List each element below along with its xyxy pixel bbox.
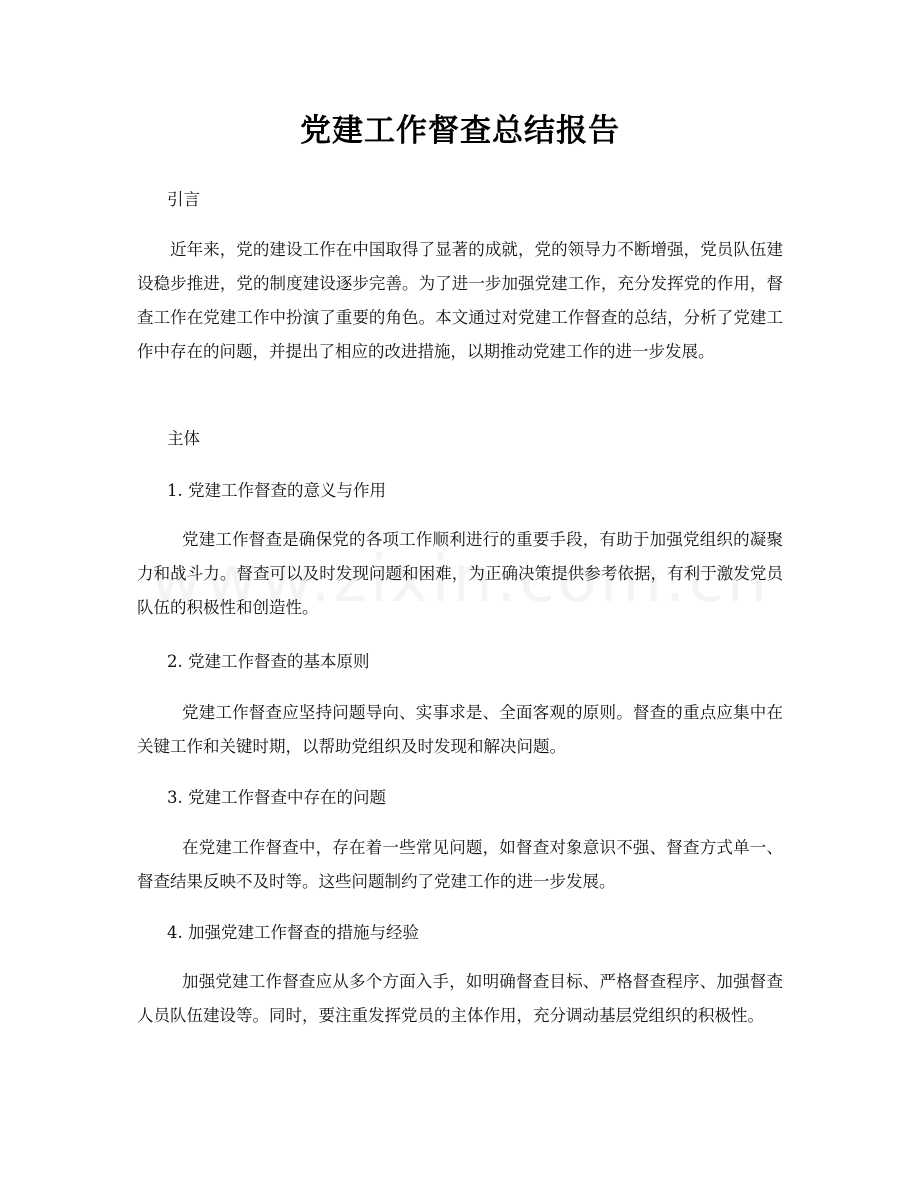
intro-heading: 引言 [167, 190, 200, 209]
body-heading: 主体 [167, 429, 200, 448]
document-title: 党建工作督查总结报告 [300, 113, 620, 149]
section-paragraph: 党建工作督查是确保党的各项工作顺利进行的重要手段，有助于加强党组织的凝聚力和战斗力。督查可以及时发现问题和困难，为正确决策提供参考依据，有利于激发党员队伍的积极性和创造性。 [137, 530, 783, 617]
section-heading: 2. 党建工作督查的基本原则 [167, 652, 370, 671]
section-heading: 4. 加强党建工作督查的措施与经验 [167, 923, 419, 942]
section-heading: 1. 党建工作督查的意义与作用 [167, 481, 386, 500]
section-heading: 3. 党建工作督查中存在的问题 [167, 788, 386, 807]
section-paragraph: 加强党建工作督查应从多个方面入手，如明确督查目标、严格督查程序、加强督查人员队伍建设等。同时，要注重发挥党员的主体作用，充分调动基层党组织的积极性。 [137, 972, 783, 1025]
intro-paragraph: 近年来，党的建设工作在中国取得了显著的成就，党的领导力不断增强，党员队伍建设稳步推进，党的制度建设逐步完善。为了进一步加强党建工作，充分发挥党的作用，督查工作在党建工作中扮演了重要的角色。本文通过对党建工作督查的总结，分析了党建工作中存在的问题，并提出了相应的改进措施，以期推动党建工作的进一步发展。 [137, 240, 783, 361]
section-paragraph: 党建工作督查应坚持问题导向、实事求是、全面客观的原则。督查的重点应集中在关键工作和关键时期，以帮助党组织及时发现和解决问题。 [137, 703, 783, 756]
section-paragraph: 在党建工作督查中，存在着一些常见问题，如督查对象意识不强、督查方式单一、督查结果反映不及时等。这些问题制约了党建工作的进一步发展。 [137, 838, 783, 891]
